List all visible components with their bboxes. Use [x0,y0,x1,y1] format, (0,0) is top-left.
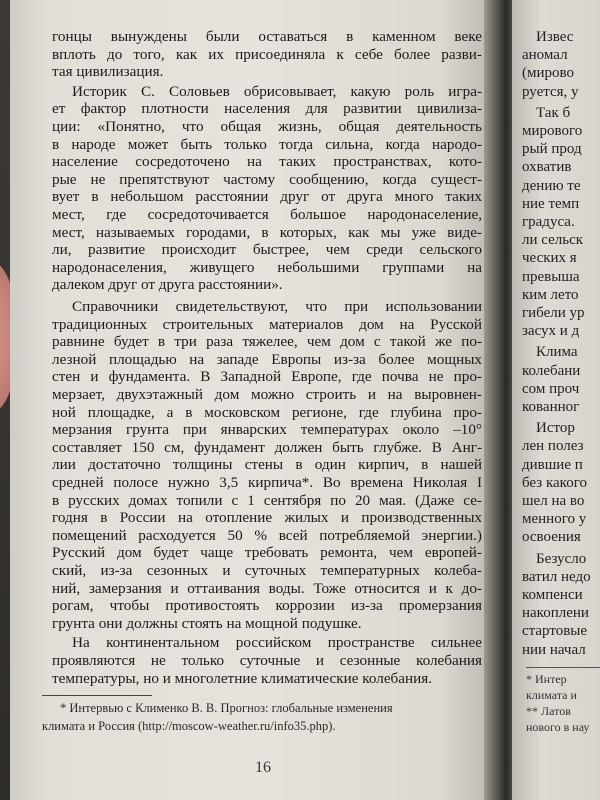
right-page-line: менного у [522,511,587,528]
text-line: далеком друг от друга расстоянии». [52,276,283,294]
text-line: в русских домах топили с 1 сентября по 20 мая. (Даже се- [52,491,482,509]
right-page-line: колебани [522,362,581,379]
right-page-line: накоплени [522,605,589,622]
text-line: средней полосе нужно 3,5 кирпича*. Во времена Николая I [52,474,482,491]
text-line: мест, называемых городами, в которых, как мы уже виде- [52,223,482,241]
text-line: грунта они должны стоять на мощной подушке. [52,614,362,632]
right-page-line: сом проч [522,380,580,397]
right-page-line: нии начал [522,641,586,658]
text-line: традиционных строительных материалов дом на Русской [52,315,482,333]
text-line: Историк С. Соловьев обрисовывает, какую роль игра- [72,82,482,100]
footnote-line: * Интервью с Клименко В. В. Прогноз: глобальные изменения [60,701,393,716]
right-page-line: компенси [522,587,583,603]
right-page-line: ческих я [522,250,577,267]
text-line: мерзания грунта при январских температурах около –10° [52,421,482,439]
right-page-line: аномал [522,47,568,64]
text-line: Русский дом будет чаще требовать ремонта, чем европей- [52,544,482,562]
text-line: мест, где сосредоточивается большое народонаселение, [52,206,482,223]
text-line: рые не препятствуют частому сообщению, когда сущест- [52,170,482,188]
right-page-line: засух и д [522,323,580,340]
text-line: ции: «Понятно, что общая жизнь, общая деятельность [52,118,482,135]
right-page-line: лен полез [522,438,584,455]
right-footnote-line: * Интер [526,671,567,686]
text-line: ний, замерзания и оттаивания воды. Тоже относится и к до- [52,579,482,597]
text-line: ет фактор плотности населения для развитии цивилиза- [52,100,482,118]
right-page-line: освоения [522,529,581,546]
right-page-line: Так б [536,104,571,121]
text-line: в народе может быть только тогда сильна, когда народо- [52,135,482,153]
page-number: 16 [255,759,271,777]
text-line: проявляются не только суточные и сезонные колебания [52,652,482,669]
text-line: ский, из-за сезонных и суточных температурных колеба- [52,562,482,579]
text-line: гонцы вынуждены были оставаться в каменном веке [52,28,482,45]
text-line: составляет 150 см, фундамент должен быть глубже. В Анг- [52,438,482,456]
text-line: вует в небольшом расстоянии друг от друга много таких [52,188,482,206]
text-line: На континентальном российском пространстве сильнее [72,634,482,652]
text-line: помещений расходуется 50 % всей потребляемой энергии.) [52,526,482,544]
right-page-line: дившие п [522,456,583,473]
text-line: тая цивилизация. [52,63,164,81]
text-line: ной площадке, а в московском регионе, где глубина про- [52,403,482,421]
right-page-line: ватил недо [522,568,591,585]
right-page-line: кованног [522,399,580,415]
text-line: мерзает, двухэтажный дом можно строить и на выровнен- [52,386,482,403]
right-page-line: превыша [522,268,580,285]
right-page-line: Безусло [536,550,587,567]
right-page-line: мирового [522,123,583,139]
right-page-line: без какого [522,474,587,491]
right-page-line: (мирово [522,65,574,82]
left-page [10,0,498,800]
right-page [512,0,600,800]
right-page-line: Клима [536,344,578,361]
right-footnote-line: ** Латов [526,703,571,718]
right-page-line: шел на во [522,493,585,509]
right-footnote-line: нового в нау [526,719,590,734]
text-line: лии достаточно толщины стены в один кирпич, в нашей [52,456,482,474]
right-page-line: стартовые [522,623,588,640]
footnote-line: климата и Россия (http://moscow-weather.ru/info35.php). [42,719,336,734]
text-line: Справочники свидетельствуют, что при использовании [72,298,482,315]
right-page-line: гибели ур [522,305,585,321]
right-page-line: дению те [522,177,581,194]
right-page-line: руется, у [522,83,579,100]
right-page-line: охватив [522,159,572,176]
footnote-rule [42,695,152,696]
text-line: народонаселения, живущего небольшими группами на [52,258,482,276]
right-footnote-line: климата и [526,687,577,702]
text-line: лезной площадью на западе Европы из-за более мощных [52,350,482,368]
right-footnote-rule [526,667,600,668]
right-page-line: ние темп [522,195,580,212]
text-line: стен и фундамента. В Западной Европе, где почва не про- [52,368,482,386]
right-page-line: Извес [536,29,574,45]
right-page-line: ким лето [522,286,579,303]
right-page-line: градуса. [522,214,575,230]
text-line: вплоть до того, как их присоединяла к себе более разви- [52,45,482,63]
text-line: ли, развитие происходит быстрее, чем среди сельского [52,241,482,259]
text-line: население сосредоточено на таких пространствах, кото- [52,153,482,171]
text-line: годня в России на отопление жилых и производственных [52,509,482,527]
right-page-line: Истор [536,420,575,437]
text-line: температуры, но и многолетние климатические колебания. [52,669,433,687]
text-line: рогам, чтобы противостоять коррозии из-за промерзания [52,597,482,615]
text-line: равнине будет в три раза тяжелее, чем дом с такой же по- [52,333,482,351]
right-page-line: ли сельск [522,232,584,249]
right-page-line: рый прод [522,141,582,158]
